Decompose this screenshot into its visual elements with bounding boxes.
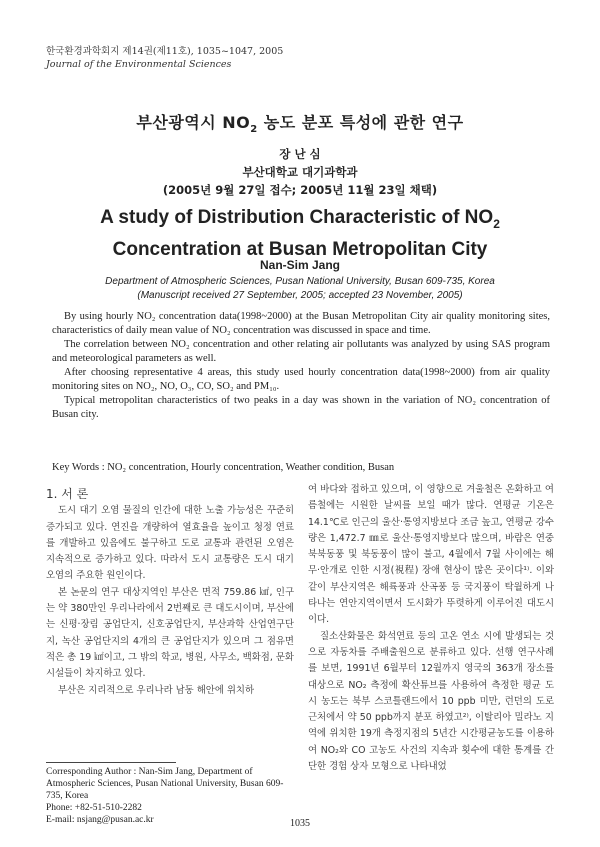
- title-korean: [0, 110, 600, 135]
- title-english-subscript: 2: [493, 216, 500, 231]
- author-english: Nan-Sim Jang: [259, 258, 340, 272]
- footnote: [46, 766, 296, 826]
- abstract-paragraph: By using hourly NO₂ concentration data(1998~2000) at the Busan Metropolitan City air quality monitoring sites, characteristics of daily mean value of NO₂ concentration was discussed in space and time.: [52, 311, 550, 336]
- abstract: [52, 310, 550, 422]
- title-korean-part: 농도 분포 특성에 관한 연구: [257, 113, 464, 132]
- title-english-line2: Concentration at Busan Metropolitan City: [112, 238, 488, 260]
- journal-name: Journal of the Environmental Sciences: [46, 59, 232, 70]
- abstract-paragraph: Typical metropolitan characteristics of two peaks in a day was shown in the variation of NO₂ concentration of Busan city.: [52, 395, 550, 420]
- left-column: [46, 482, 294, 699]
- page-number: 1035: [290, 818, 310, 829]
- affiliation-korean: 부산대학교 대기과학과: [242, 165, 358, 179]
- title-korean-part: 부산광역시 NO: [136, 113, 251, 132]
- section-heading: 1. 서 론: [46, 487, 89, 501]
- footnote-author: Corresponding Author : Nan-Sim Jang, Department of Atmospheric Sciences, Pusan National University, Busan 609-735, Korea: [46, 767, 284, 801]
- body-paragraph: 본 논문의 연구 대상지역인 부산은 면적 759.86 ㎢, 인구는 약 380만인 우리나라에서 2번째로 큰 대도시이며, 부산에는 신평·장림 공업단지, 신호공업단지, 부산과학 산업연구단지, 녹산 공업단지의 4개의 큰 공업단지가 있으며 그 점유면적은 총 19 ㎢이고, 그 밖의 학교, 병원, 사무소, 백화점, 문화시설들이 차지하고 있다.: [46, 586, 294, 680]
- footnote-email: E-mail: nsjang@pusan.ac.kr: [46, 815, 154, 825]
- affiliation-english: [0, 275, 600, 303]
- keywords: Key Words : NO₂ concentration, Hourly concentration, Weather condition, Busan: [52, 462, 395, 473]
- journal-header: [46, 45, 283, 71]
- title-english-line1: [0, 205, 600, 237]
- right-column: [308, 482, 554, 775]
- title-english-part: A study of Distribution Characteristic of NO: [100, 207, 494, 228]
- title-korean-subscript: 2: [250, 124, 258, 136]
- body-paragraph: 부산은 지리적으로 우리나라 남동 해안에 위치하: [58, 684, 255, 696]
- footnote-divider: [46, 762, 176, 763]
- abstract-paragraph: The correlation between NO₂ concentration and other relating air pollutants was analyzed by using SAS program and meteorological parameters as well.: [52, 339, 550, 364]
- body-paragraph: 질소산화물은 화석연료 등의 고온 연소 시에 발생되는 것으로 자동차를 주배출원으로 분류하고 있다. 선행 연구사례를 보면, 1991년 6월부터 12월까지 영국의 363개 장소를 대상으로 NO₂ 측정에 확산튜브를 사용하여 측정한 평균 도시 농도는 북부 스코틀랜드에서 10 ppb 미만, 런던의 도로 근처에서 약 50 ppb까지 분포 하였고²⁾, 이탈리아 밀라노 지역에 위치한 19개 측정지점의 5년간 시간평균농도를 이용하여 NO₂와 CO 고농도 사건의 지속과 횟수에 대한 통계를 간단한 경험 상자 모형으로 나타내었: [308, 630, 554, 773]
- dates-korean: (2005년 9월 27일 접수; 2005년 11월 23일 채택): [162, 183, 438, 197]
- journal-citation: 한국환경과학회지 제14권(제11호), 1035~1047, 2005: [46, 46, 284, 57]
- author-korean: 장 난 심: [279, 147, 321, 161]
- body-paragraph: 여 바다와 접하고 있으며, 이 영향으로 겨울철은 온화하고 여름철에는 시원한 날씨를 보일 때가 많다. 연평균 기온은 14.1℃로 인근의 울산·통영지방보다 조금 높고, 연평균 강수량은 1,472.7 ㎜로 울산·통영지방보다 많으며, 바람은 연중 북북동풍 및 북동풍이 많이 불고, 4월에서 7월 사이에는 해무·안개로 인한 시정(視程) 장애 현상이 많은 곳이다¹⁾. 이와 같이 부산지역은 해륙풍과 산곡풍 등 국지풍이 탁월하게 나타나는 연안지역이면서 도시화가 뚜렷하게 이루어진 대도시이다.: [308, 484, 554, 626]
- abstract-paragraph: After choosing representative 4 areas, this study used hourly concentration data(1998~2000) from air quality monitoring sites on NO₂, NO, O₃, CO, SO₂ and PM₁₀.: [52, 367, 550, 392]
- footnote-phone: Phone: +82-51-510-2282: [46, 803, 142, 813]
- title-english: [0, 205, 600, 262]
- affiliation-english-line: Department of Atmospheric Sciences, Pusan National University, Busan 609-735, Korea: [105, 276, 495, 287]
- body-paragraph: 도시 대기 오염 물질의 인간에 대한 노출 가능성은 꾸준히 증가되고 있다. 연진을 개량하여 열효율을 높이고 청정 연료를 개발하고 있음에도 불구하고 도로 교통과 관련된 오염은 지속적으로 증가하고 있다. 따라서 도시 교통량은 도시 대기 오염의 주요한 원인이다.: [46, 505, 294, 582]
- manuscript-dates: (Manuscript received 27 September, 2005; accepted 23 November, 2005): [137, 290, 463, 301]
